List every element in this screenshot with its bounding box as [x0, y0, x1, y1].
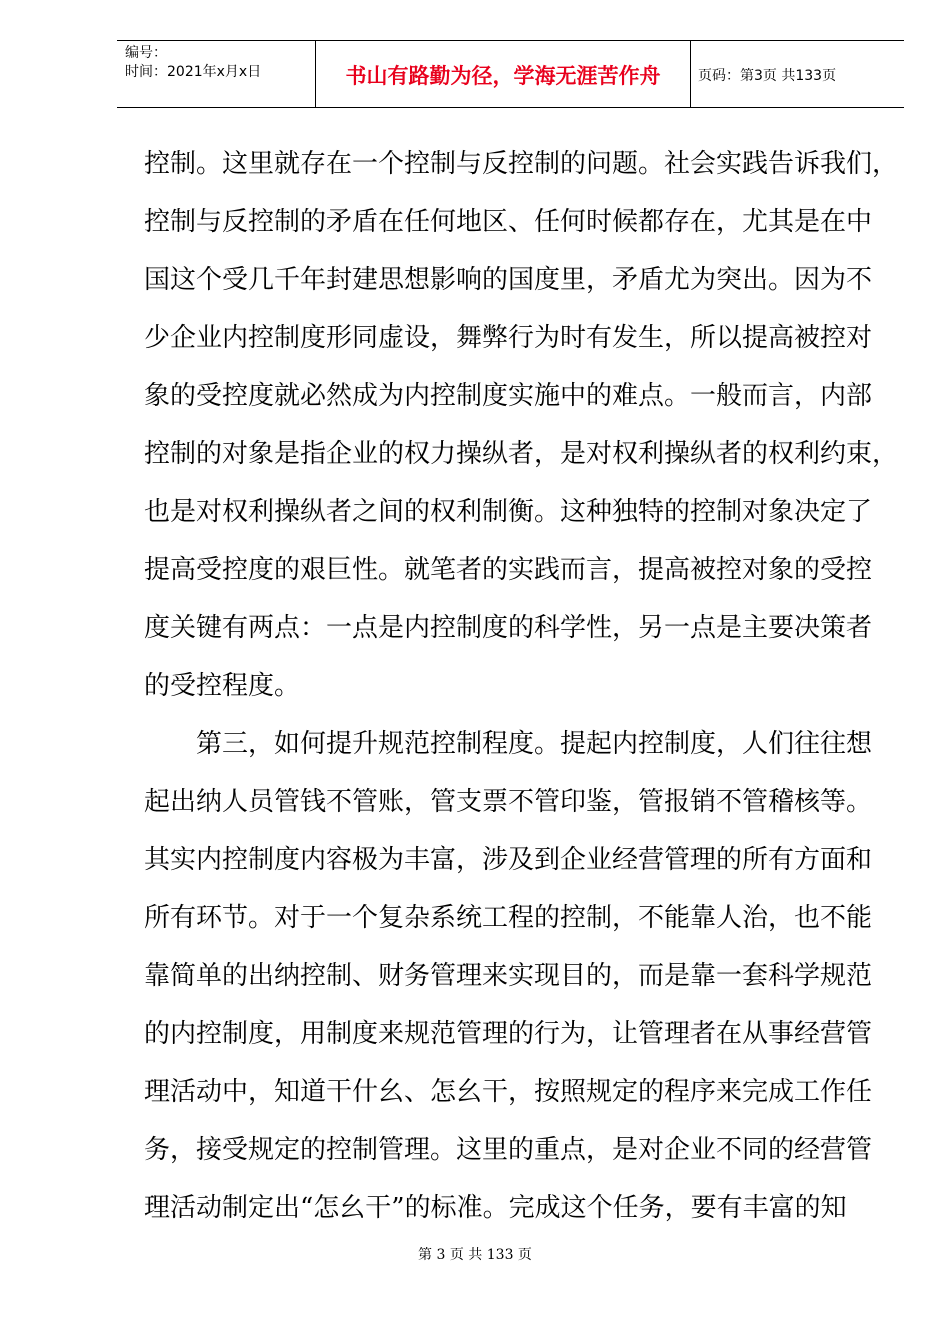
page-footer: 第 3 页 共 133 页: [418, 1247, 532, 1263]
body-line: 象的受控度就必然成为内控制度实施中的难点。一般而言，内部: [144, 381, 873, 411]
body-line: 少企业内控制度形同虚设，舞弊行为时有发生，所以提高被控对: [144, 323, 873, 353]
body-line: 靠简单的出纳控制、财务管理来实现目的，而是靠一套科学规范: [144, 961, 873, 991]
body-line: 起出纳人员管钱不管账，管支票不管印鉴，管报销不管稽核等。: [144, 787, 873, 817]
body-line: 控制的对象是指企业的权力操纵者，是对权利操纵者的权利约束，: [144, 439, 899, 469]
page-header: [117, 40, 904, 108]
header-page-number: 页码：第3页 共133页: [698, 68, 837, 84]
body-line: 控制。这里就存在一个控制与反控制的问题。社会实践告诉我们，: [144, 149, 899, 179]
header-meta-cell: [117, 41, 315, 107]
paragraph-start-line: 第三，如何提升规范控制程度。提起内控制度，人们往往想: [196, 729, 873, 759]
body-line: 的受控程度。: [144, 671, 301, 701]
header-motto: 书山有路勤为径，学海无涯苦作舟: [345, 63, 661, 88]
body-line: 所有环节。对于一个复杂系统工程的控制，不能靠人治，也不能: [144, 903, 873, 933]
header-motto-cell: [315, 41, 691, 107]
body-line: 控制与反控制的矛盾在任何地区、任何时候都存在，尤其是在中: [144, 207, 873, 237]
body-line: 的内控制度，用制度来规范管理的行为，让管理者在从事经营管: [144, 1019, 873, 1049]
body-line: 国这个受几千年封建思想影响的国度里，矛盾尤为突出。因为不: [144, 265, 873, 295]
document-body: [144, 144, 899, 1246]
body-line: 务，接受规定的控制管理。这里的重点，是对企业不同的经营管: [144, 1135, 873, 1165]
body-line: 其实内控制度内容极为丰富，涉及到企业经营管理的所有方面和: [144, 845, 873, 875]
document-time-label: 时间：2021年x月x日: [125, 64, 262, 80]
document-number-label: 编号：: [125, 45, 167, 61]
body-line: 也是对权利操纵者之间的权利制衡。这种独特的控制对象决定了: [144, 497, 873, 527]
body-line: 理活动制定出“怎幺干”的标准。完成这个任务，要有丰富的知: [144, 1193, 847, 1223]
body-line: 提高受控度的艰巨性。就笔者的实践而言，提高被控对象的受控: [144, 555, 873, 585]
body-line: 理活动中，知道干什幺、怎幺干，按照规定的程序来完成工作任: [144, 1077, 873, 1107]
body-line: 度关键有两点：一点是内控制度的科学性，另一点是主要决策者: [144, 613, 873, 643]
header-page-cell: [690, 41, 904, 107]
